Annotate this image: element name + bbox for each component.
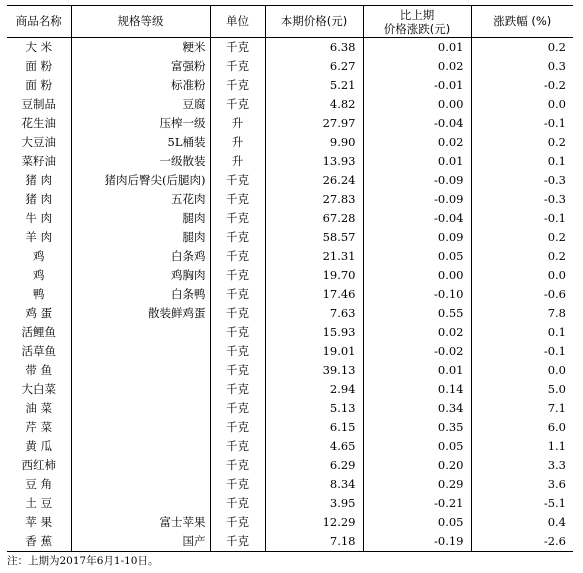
table-row <box>7 513 573 532</box>
cell-pct: 0.2 <box>471 247 573 266</box>
footnote: 注：上期为2017年6月1-10日。 <box>7 555 159 567</box>
cell-price: 26.24 <box>265 171 363 190</box>
cell-price: 6.38 <box>265 38 363 58</box>
cell-change: 0.01 <box>363 361 471 380</box>
cell-name: 猪 肉 <box>25 173 53 187</box>
cell-pct: -2.6 <box>471 532 573 552</box>
cell-unit: 千克 <box>210 494 265 513</box>
cell-unit: 升 <box>210 114 265 133</box>
cell-name: 活鲤鱼 <box>21 325 56 339</box>
table-row <box>7 95 573 114</box>
table-row <box>7 532 573 552</box>
cell-spec <box>71 437 210 456</box>
cell-unit: 千克 <box>210 171 265 190</box>
cell-name: 鸡 蛋 <box>25 306 53 320</box>
table-row <box>7 304 573 323</box>
header-pct: 涨跌幅 (%) <box>471 6 573 38</box>
cell-change: 0.05 <box>363 437 471 456</box>
cell-price: 7.63 <box>265 304 363 323</box>
cell-price: 4.65 <box>265 437 363 456</box>
header-spec: 规格等级 <box>71 6 210 38</box>
cell-name: 西红柿 <box>21 458 56 472</box>
cell-pct: 0.0 <box>471 266 573 285</box>
cell-spec: 腿肉 <box>71 209 210 228</box>
cell-pct: 0.0 <box>471 95 573 114</box>
cell-price: 6.27 <box>265 57 363 76</box>
cell-pct: -0.3 <box>471 190 573 209</box>
cell-unit: 千克 <box>210 190 265 209</box>
cell-price: 15.93 <box>265 323 363 342</box>
cell-name: 面 粉 <box>25 59 53 73</box>
cell-spec: 白条鸭 <box>71 285 210 304</box>
cell-change: -0.09 <box>363 171 471 190</box>
cell-unit: 千克 <box>210 285 265 304</box>
table-row <box>7 323 573 342</box>
cell-spec <box>71 342 210 361</box>
cell-unit: 千克 <box>210 247 265 266</box>
table-row <box>7 399 573 418</box>
cell-change: 0.01 <box>363 38 471 58</box>
cell-name: 苹 果 <box>25 515 53 529</box>
cell-pct: 0.1 <box>471 152 573 171</box>
cell-unit: 千克 <box>210 57 265 76</box>
cell-price: 19.01 <box>265 342 363 361</box>
table-row <box>7 228 573 247</box>
cell-pct: 0.4 <box>471 513 573 532</box>
cell-unit: 千克 <box>210 228 265 247</box>
table-row <box>7 152 573 171</box>
cell-unit: 千克 <box>210 342 265 361</box>
cell-change: 0.35 <box>363 418 471 437</box>
cell-pct: 0.2 <box>471 133 573 152</box>
cell-spec: 压榨一级 <box>71 114 210 133</box>
cell-price: 6.29 <box>265 456 363 475</box>
cell-change: 0.34 <box>363 399 471 418</box>
cell-price: 13.93 <box>265 152 363 171</box>
cell-name: 大 米 <box>25 40 53 54</box>
cell-name: 带 鱼 <box>25 363 53 377</box>
cell-pct: 6.0 <box>471 418 573 437</box>
table-row <box>7 209 573 228</box>
cell-spec: 一级散装 <box>71 152 210 171</box>
table-row <box>7 494 573 513</box>
cell-pct: 7.1 <box>471 399 573 418</box>
cell-change: 0.55 <box>363 304 471 323</box>
cell-unit: 千克 <box>210 323 265 342</box>
table-header-row <box>7 6 573 38</box>
cell-pct: -0.2 <box>471 76 573 95</box>
cell-change: 0.02 <box>363 133 471 152</box>
table-row <box>7 57 573 76</box>
table-row <box>7 171 573 190</box>
cell-unit: 千克 <box>210 38 265 58</box>
cell-spec: 豆腐 <box>71 95 210 114</box>
cell-change: -0.21 <box>363 494 471 513</box>
cell-name: 香 蕉 <box>7 532 71 552</box>
cell-unit: 千克 <box>210 418 265 437</box>
cell-name: 牛 肉 <box>25 211 53 225</box>
table-row <box>7 247 573 266</box>
table-row <box>7 190 573 209</box>
cell-name: 鸭 <box>33 287 45 301</box>
cell-name: 菜籽油 <box>21 154 56 168</box>
cell-change: -0.04 <box>363 209 471 228</box>
cell-price: 67.28 <box>265 209 363 228</box>
cell-change: -0.09 <box>363 190 471 209</box>
cell-price: 27.97 <box>265 114 363 133</box>
cell-price: 17.46 <box>265 285 363 304</box>
cell-spec <box>71 323 210 342</box>
cell-pct: 7.8 <box>471 304 573 323</box>
cell-pct: 1.1 <box>471 437 573 456</box>
cell-change: 0.00 <box>363 95 471 114</box>
cell-change: 0.01 <box>363 152 471 171</box>
cell-pct: 5.0 <box>471 380 573 399</box>
cell-name: 羊 肉 <box>25 230 53 244</box>
price-table <box>7 5 573 552</box>
cell-name: 豆 角 <box>25 477 53 491</box>
cell-price: 2.94 <box>265 380 363 399</box>
cell-spec <box>71 494 210 513</box>
cell-spec: 散装鲜鸡蛋 <box>71 304 210 323</box>
cell-change: 0.14 <box>363 380 471 399</box>
cell-name: 豆制品 <box>21 97 56 111</box>
cell-pct: 3.3 <box>471 456 573 475</box>
table-row <box>7 76 573 95</box>
table-row <box>7 266 573 285</box>
cell-unit: 千克 <box>210 95 265 114</box>
cell-spec <box>71 380 210 399</box>
cell-pct: 0.3 <box>471 57 573 76</box>
cell-change: 0.20 <box>363 456 471 475</box>
table-row <box>7 38 573 58</box>
table-row <box>7 456 573 475</box>
cell-name: 黄 瓜 <box>25 439 53 453</box>
cell-spec: 鸡胸肉 <box>71 266 210 285</box>
cell-name: 活草鱼 <box>21 344 56 358</box>
cell-spec: 猪肉后臀尖(后腿肉) <box>71 171 210 190</box>
cell-spec: 富士苹果 <box>71 513 210 532</box>
table-row <box>7 418 573 437</box>
cell-pct: 3.6 <box>471 475 573 494</box>
header-change-line1: 比上期 <box>399 7 435 22</box>
cell-change: 0.05 <box>363 247 471 266</box>
cell-change: 0.00 <box>363 266 471 285</box>
table-row <box>7 437 573 456</box>
cell-name: 芹 菜 <box>25 420 53 434</box>
cell-unit: 千克 <box>210 532 265 552</box>
cell-price: 27.83 <box>265 190 363 209</box>
cell-unit: 千克 <box>210 361 265 380</box>
cell-price: 3.95 <box>265 494 363 513</box>
table-row <box>7 361 573 380</box>
table-row <box>7 380 573 399</box>
cell-price: 7.18 <box>265 532 363 552</box>
cell-price: 6.15 <box>265 418 363 437</box>
cell-pct: 0.2 <box>471 38 573 58</box>
cell-price: 9.90 <box>265 133 363 152</box>
cell-unit: 千克 <box>210 266 265 285</box>
cell-spec <box>71 399 210 418</box>
table-row <box>7 133 573 152</box>
cell-price: 5.21 <box>265 76 363 95</box>
header-unit: 单位 <box>210 6 265 38</box>
cell-change: -0.19 <box>363 532 471 552</box>
cell-price: 5.13 <box>265 399 363 418</box>
cell-unit: 千克 <box>210 437 265 456</box>
cell-pct: -0.1 <box>471 342 573 361</box>
cell-pct: -5.1 <box>471 494 573 513</box>
cell-spec: 腿肉 <box>71 228 210 247</box>
cell-change: -0.04 <box>363 114 471 133</box>
table-row <box>7 285 573 304</box>
cell-name: 鸡 <box>33 249 45 263</box>
cell-pct: -0.3 <box>471 171 573 190</box>
cell-change: 0.29 <box>363 475 471 494</box>
cell-unit: 千克 <box>210 380 265 399</box>
cell-change: 0.02 <box>363 323 471 342</box>
cell-spec: 国产 <box>71 532 210 552</box>
table-row <box>7 342 573 361</box>
cell-name: 猪 肉 <box>25 192 53 206</box>
cell-pct: -0.1 <box>471 114 573 133</box>
cell-price: 39.13 <box>265 361 363 380</box>
header-change-line2: 价格涨跌(元) <box>383 21 451 36</box>
table-row <box>7 475 573 494</box>
cell-pct: 0.1 <box>471 323 573 342</box>
cell-pct: -0.1 <box>471 209 573 228</box>
cell-spec: 白条鸡 <box>71 247 210 266</box>
header-change <box>363 6 471 38</box>
cell-change: 0.09 <box>363 228 471 247</box>
cell-change: 0.02 <box>363 57 471 76</box>
cell-name: 花生油 <box>21 116 56 130</box>
cell-price: 21.31 <box>265 247 363 266</box>
cell-spec: 5L桶装 <box>71 133 210 152</box>
cell-name: 油 菜 <box>25 401 53 415</box>
cell-unit: 千克 <box>210 76 265 95</box>
cell-spec: 五花肉 <box>71 190 210 209</box>
table-body <box>7 38 573 552</box>
cell-unit: 升 <box>210 152 265 171</box>
cell-unit: 千克 <box>210 475 265 494</box>
cell-name: 大白菜 <box>21 382 56 396</box>
cell-spec <box>71 475 210 494</box>
cell-spec: 富强粉 <box>71 57 210 76</box>
cell-price: 4.82 <box>265 95 363 114</box>
cell-name: 大豆油 <box>21 135 56 149</box>
cell-unit: 升 <box>210 133 265 152</box>
cell-price: 8.34 <box>265 475 363 494</box>
cell-unit: 千克 <box>210 209 265 228</box>
cell-change: 0.05 <box>363 513 471 532</box>
table-row <box>7 114 573 133</box>
cell-spec <box>71 361 210 380</box>
cell-name: 土 豆 <box>25 496 53 510</box>
cell-price: 12.29 <box>265 513 363 532</box>
cell-change: -0.01 <box>363 76 471 95</box>
cell-unit: 千克 <box>210 456 265 475</box>
cell-unit: 千克 <box>210 304 265 323</box>
cell-change: -0.10 <box>363 285 471 304</box>
cell-spec: 粳米 <box>71 38 210 58</box>
cell-price: 19.70 <box>265 266 363 285</box>
cell-unit: 千克 <box>210 513 265 532</box>
cell-name: 鸡 <box>33 268 45 282</box>
cell-spec <box>71 456 210 475</box>
cell-unit: 千克 <box>210 399 265 418</box>
cell-change: -0.02 <box>363 342 471 361</box>
cell-spec <box>71 418 210 437</box>
header-name: 商品名称 <box>7 6 71 38</box>
cell-pct: 0.2 <box>471 228 573 247</box>
cell-spec: 标准粉 <box>71 76 210 95</box>
cell-pct: -0.6 <box>471 285 573 304</box>
header-price: 本期价格(元) <box>265 6 363 38</box>
cell-price: 58.57 <box>265 228 363 247</box>
cell-pct: 0.0 <box>471 361 573 380</box>
cell-name: 面 粉 <box>25 78 53 92</box>
